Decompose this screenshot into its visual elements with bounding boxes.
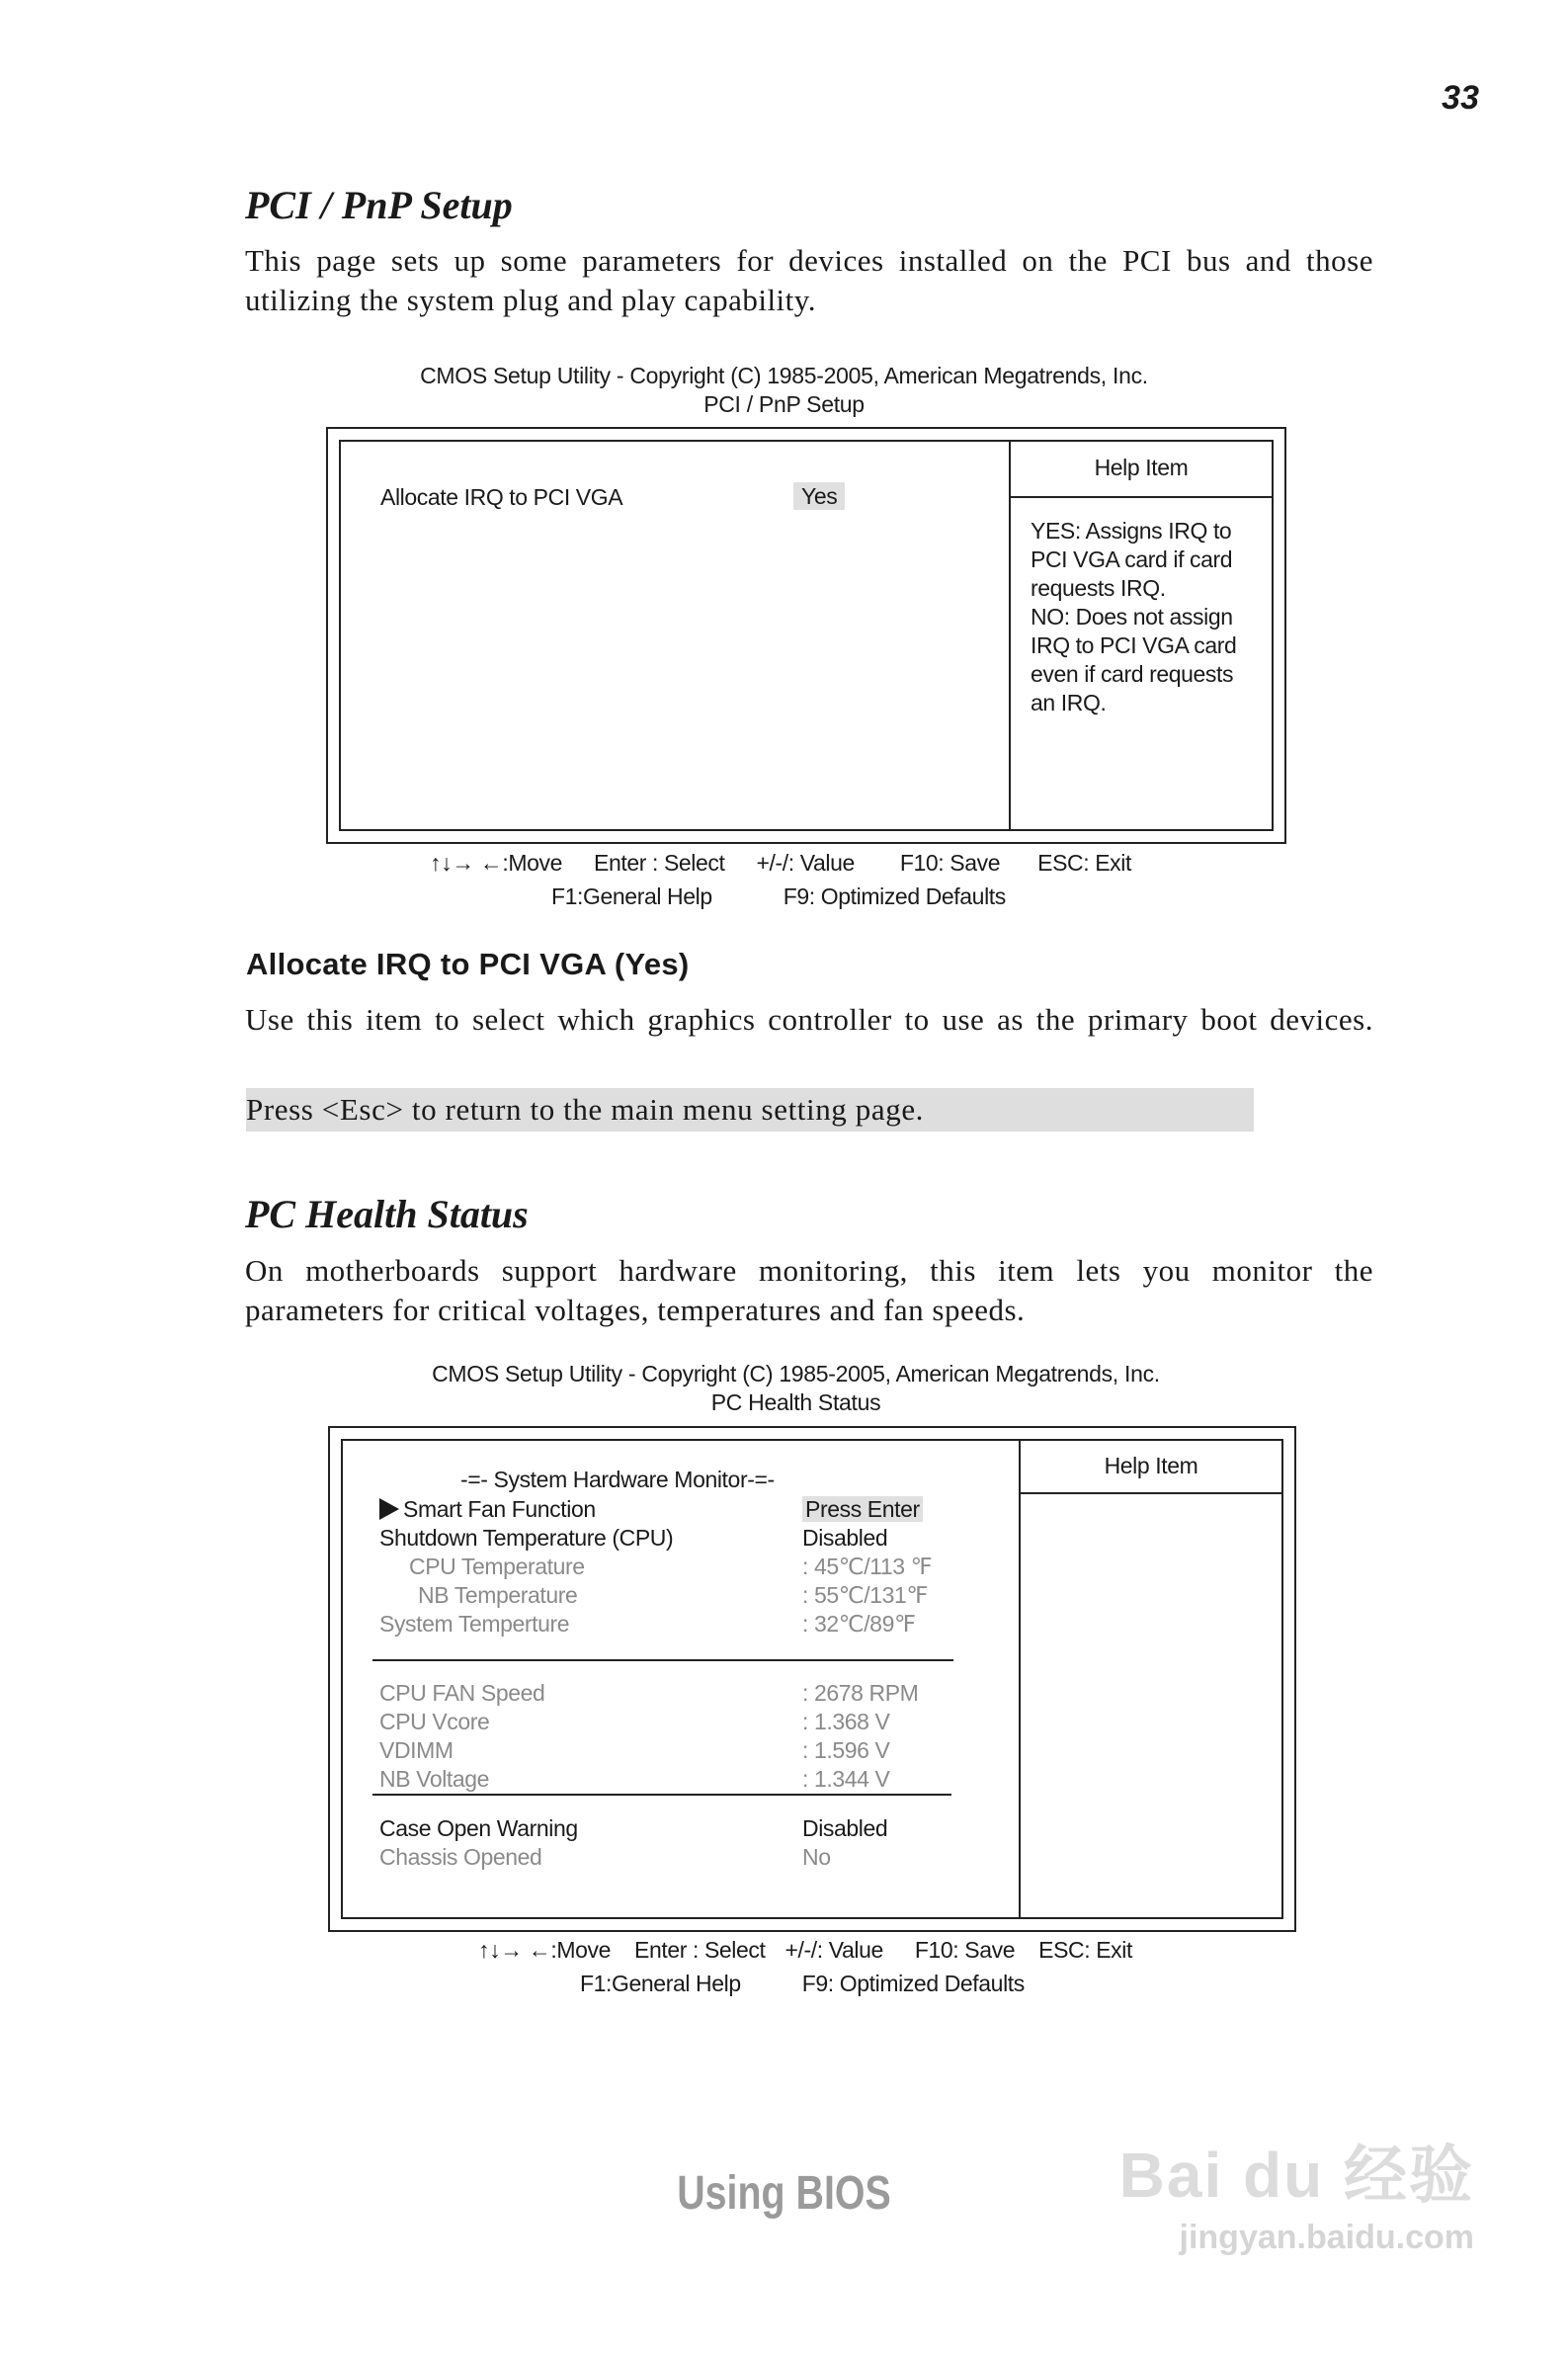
cpu-temp-value: : 45℃/113 ℉	[802, 1554, 933, 1579]
watermark-logo: Bai du 经验	[1118, 2140, 1474, 2211]
pci-help-line: IRQ to PCI VGA card	[1031, 632, 1237, 658]
key-hint-help: F1:General Help	[580, 1971, 741, 1996]
section-title-pci: PCI / PnP Setup	[245, 183, 513, 227]
pci-help-text	[1031, 517, 1236, 717]
row-nb-temp	[379, 1581, 673, 1610]
health-help-divider	[1019, 1439, 1021, 1919]
pci-subheading: Allocate IRQ to PCI VGA (Yes)	[246, 947, 690, 981]
section-title-health: PC Health Status	[245, 1192, 529, 1236]
key-hint-value: +/-/: Value	[784, 1937, 883, 1963]
pci-help-line: NO: Does not assign	[1031, 604, 1233, 630]
pci-key-hints-row1	[430, 850, 1131, 877]
health-caption-line1: CMOS Setup Utility - Copyright (C) 1985-2005, American Megatrends, Inc.	[432, 1361, 1160, 1387]
row-cpu-temp	[379, 1553, 673, 1581]
row-system-temp	[379, 1610, 673, 1639]
row-shutdown-temp[interactable]	[379, 1524, 673, 1553]
pci-help-line: requests IRQ.	[1031, 575, 1166, 601]
footer-title: Using BIOS	[677, 2167, 891, 2220]
key-hint-move: ↑↓→ ←:Move	[478, 1937, 612, 1963]
nb-temp-value: : 55℃/131℉	[802, 1582, 928, 1608]
key-hint-select: Enter : Select	[594, 850, 725, 876]
pci-help-line: an IRQ.	[1031, 690, 1107, 715]
pci-description: Use this item to select which graphics controller to use as the primary boot devices.	[245, 1002, 1373, 1037]
row-smart-fan[interactable]	[379, 1495, 673, 1524]
vdimm-value: : 1.596 V	[802, 1737, 890, 1763]
row-label: NB Temperature	[418, 1582, 578, 1608]
pci-help-title-rule	[1009, 496, 1272, 498]
page-number: 33	[1442, 79, 1479, 117]
shutdown-temp-value[interactable]: Disabled	[802, 1525, 888, 1551]
pci-note: Press <Esc> to return to the main menu setting page.	[246, 1088, 1254, 1132]
key-hint-value: +/-/: Value	[756, 850, 855, 876]
key-hint-move: ↑↓→ ←:Move	[430, 850, 563, 876]
health-group2-values	[802, 1679, 918, 1794]
pci-item-label: Allocate IRQ to PCI VGA	[380, 484, 623, 510]
key-hint-save: F10: Save	[899, 850, 1001, 876]
pci-help-line: YES: Assigns IRQ to	[1031, 518, 1232, 544]
health-help-title: Help Item	[1104, 1453, 1198, 1478]
health-caption-line2: PC Health Status	[710, 1389, 881, 1415]
health-group1-values	[802, 1495, 932, 1639]
pci-intro: This page sets up some parameters for devices installed on the PCI bus and those utilizing the system plug and play capability.	[245, 243, 1373, 317]
health-group1-labels	[379, 1495, 673, 1639]
row-vdimm: VDIMM	[379, 1737, 454, 1763]
watermark-url: jingyan.baidu.com	[1179, 2219, 1474, 2256]
submenu-arrow-icon	[379, 1498, 399, 1520]
health-caption	[12, 1360, 1568, 1417]
system-temp-value: : 32℃/89℉	[802, 1611, 916, 1637]
cpu-fan-speed-value: : 2678 RPM	[802, 1680, 919, 1706]
pci-key-hints-row2	[551, 883, 1006, 910]
pci-help-title: Help Item	[1094, 455, 1189, 480]
pci-item-allocate-irq[interactable]	[380, 484, 622, 511]
row-label: Shutdown Temperature (CPU)	[379, 1525, 674, 1551]
row-label: System Temperture	[379, 1611, 570, 1637]
health-group3-labels	[379, 1814, 578, 1872]
cpu-vcore-value: : 1.368 V	[802, 1709, 890, 1734]
row-case-open-warning[interactable]: Case Open Warning	[379, 1815, 578, 1841]
key-hint-save: F10: Save	[914, 1937, 1016, 1963]
row-cpu-vcore: CPU Vcore	[379, 1709, 490, 1734]
monitor-heading: -=- System Hardware Monitor-=-	[460, 1467, 775, 1492]
key-hint-defaults: F9: Optimized Defaults	[801, 1971, 1025, 1996]
key-hint-exit: ESC: Exit	[1038, 1937, 1132, 1963]
key-hint-select: Enter : Select	[634, 1937, 766, 1963]
pci-help-line: even if card requests	[1031, 661, 1234, 687]
pci-help-divider	[1009, 440, 1011, 831]
smart-fan-value[interactable]: Press Enter	[802, 1496, 923, 1522]
row-chassis-opened: Chassis Opened	[379, 1844, 542, 1870]
row-nb-voltage: NB Voltage	[379, 1766, 490, 1792]
case-open-warning-value[interactable]: Disabled	[802, 1815, 888, 1841]
pci-caption-line2: PCI / PnP Setup	[703, 391, 865, 417]
key-hint-exit: ESC: Exit	[1037, 850, 1131, 876]
nb-voltage-value: : 1.344 V	[802, 1766, 890, 1792]
health-help-title-rule	[1019, 1492, 1281, 1494]
key-hint-help: F1:General Help	[551, 883, 712, 909]
chassis-opened-value: No	[802, 1844, 831, 1870]
health-key-hints-row2	[580, 1971, 1025, 1997]
pci-item-value[interactable]	[793, 483, 845, 510]
row-label: CPU Temperature	[409, 1554, 585, 1579]
health-intro: On motherboards support hardware monitoring, this item lets you monitor the parameters for critical voltages, temperatures and fan speeds.	[245, 1253, 1373, 1327]
pci-item-value-text: Yes	[793, 482, 845, 510]
pci-caption	[0, 362, 1568, 419]
health-group3-values	[802, 1814, 887, 1872]
pci-caption-line1: CMOS Setup Utility - Copyright (C) 1985-2005, American Megatrends, Inc.	[420, 363, 1148, 388]
group-divider	[372, 1659, 953, 1661]
pci-help-line: PCI VGA card if card	[1031, 546, 1233, 572]
group-divider	[372, 1794, 951, 1796]
health-group2-labels	[379, 1679, 544, 1794]
health-key-hints-row1	[478, 1937, 1132, 1964]
key-hint-defaults: F9: Optimized Defaults	[783, 883, 1006, 909]
row-label: Smart Fan Function	[403, 1496, 596, 1522]
row-cpu-fan-speed: CPU FAN Speed	[379, 1680, 545, 1706]
